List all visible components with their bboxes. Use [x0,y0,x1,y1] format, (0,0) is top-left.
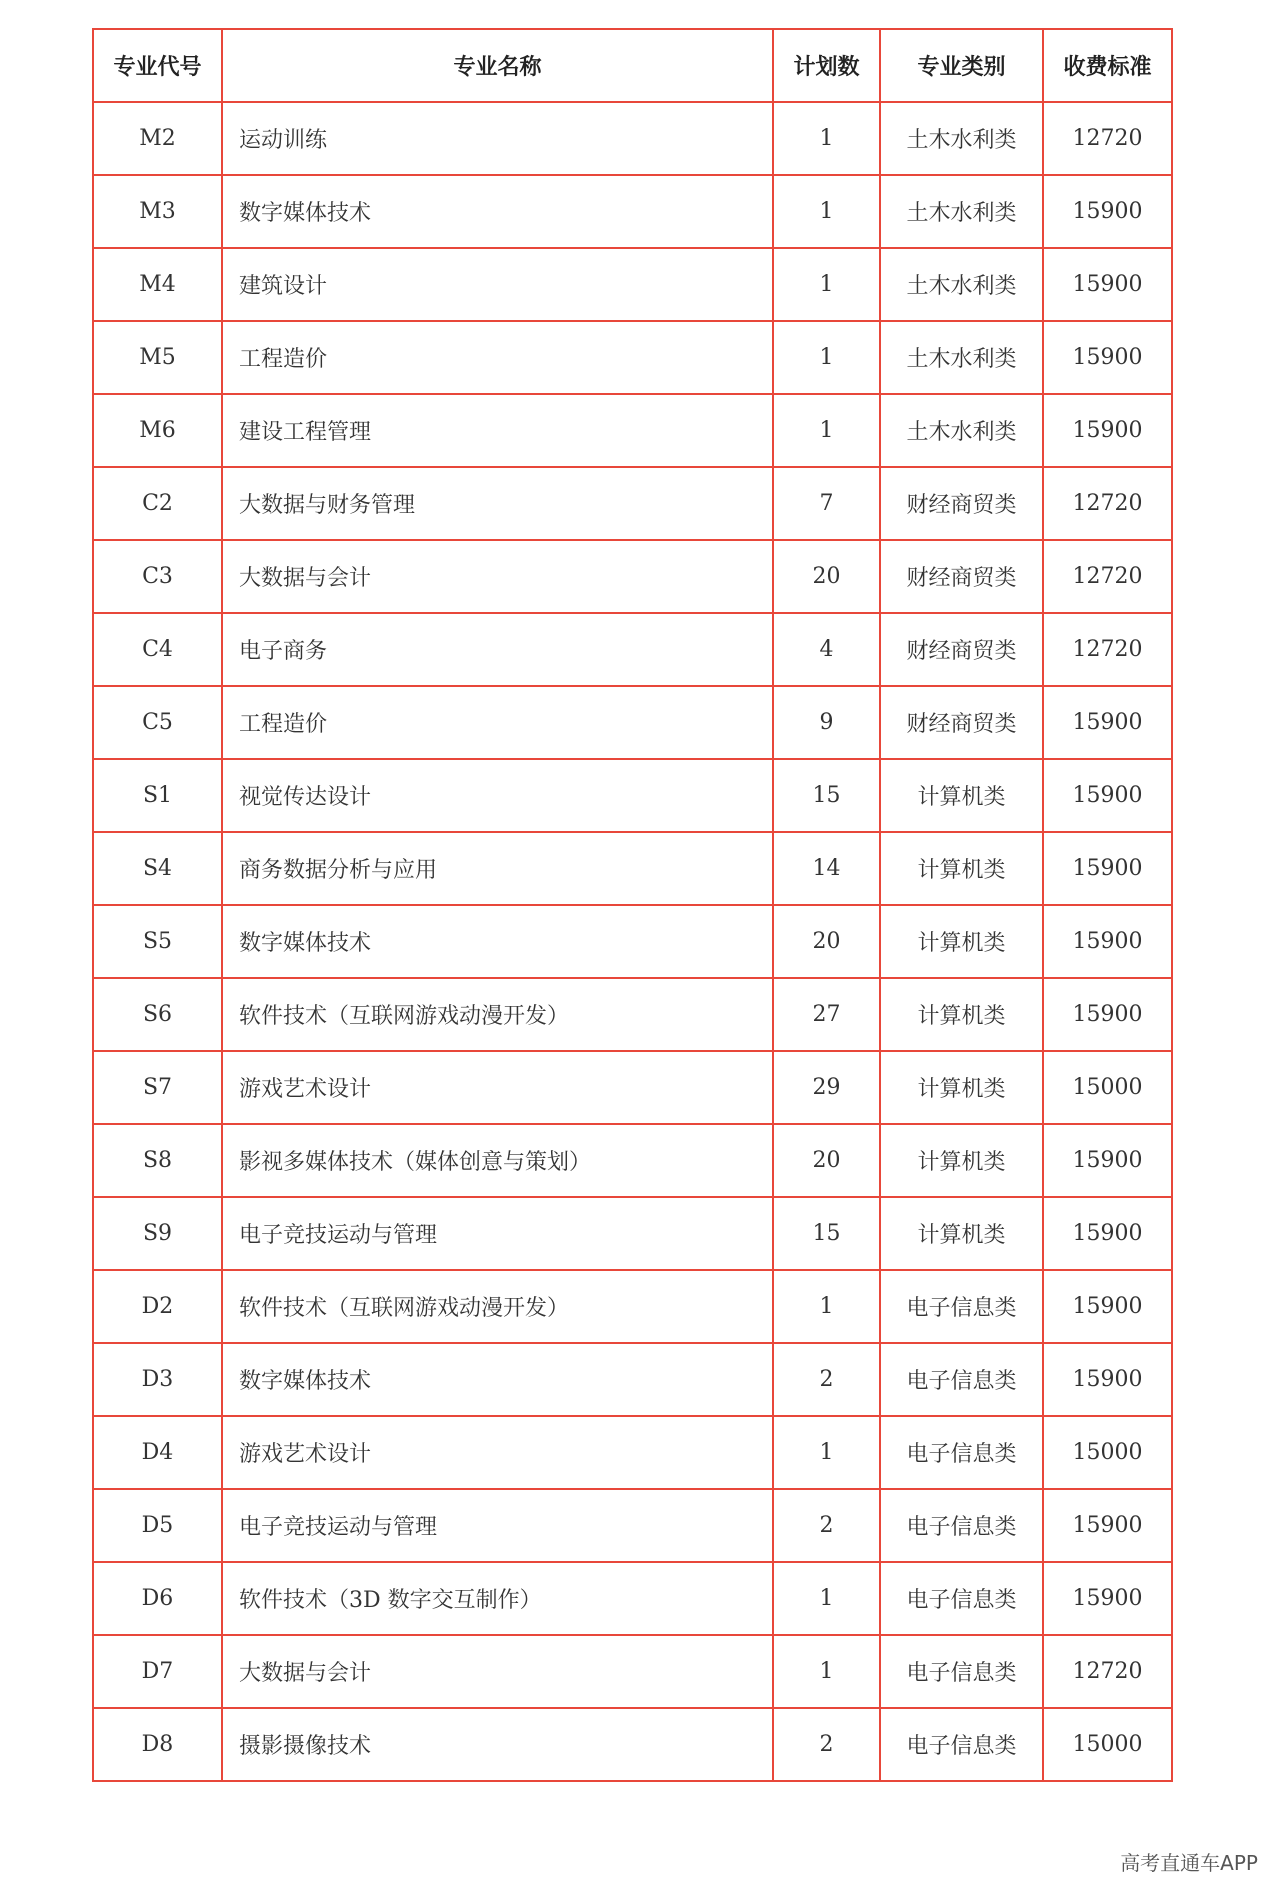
cell-major-name: 电子竞技运动与管理 [222,1197,773,1270]
cell-fee-standard: 15900 [1043,1343,1172,1416]
cell-major-name: 游戏艺术设计 [222,1051,773,1124]
cell-plan-count: 1 [773,248,880,321]
cell-major-category: 电子信息类 [880,1489,1043,1562]
cell-major-code: C5 [93,686,222,759]
cell-major-category: 计算机类 [880,1124,1043,1197]
cell-major-name: 大数据与会计 [222,1635,773,1708]
cell-major-code: D3 [93,1343,222,1416]
cell-major-category: 计算机类 [880,905,1043,978]
cell-major-code: M4 [93,248,222,321]
cell-major-name: 软件技术（互联网游戏动漫开发） [222,978,773,1051]
cell-major-name: 大数据与会计 [222,540,773,613]
cell-major-category: 电子信息类 [880,1343,1043,1416]
cell-major-category: 计算机类 [880,832,1043,905]
table-row [93,1708,1172,1781]
cell-major-name: 数字媒体技术 [222,175,773,248]
cell-plan-count: 4 [773,613,880,686]
table-row [93,1416,1172,1489]
table-row [93,1562,1172,1635]
cell-fee-standard: 15900 [1043,1489,1172,1562]
cell-fee-standard: 15900 [1043,832,1172,905]
cell-major-category: 土木水利类 [880,248,1043,321]
cell-major-category: 计算机类 [880,1197,1043,1270]
cell-fee-standard: 15000 [1043,1416,1172,1489]
cell-plan-count: 2 [773,1708,880,1781]
table-row [93,832,1172,905]
cell-major-name: 影视多媒体技术（媒体创意与策划） [222,1124,773,1197]
cell-plan-count: 1 [773,394,880,467]
cell-major-name: 游戏艺术设计 [222,1416,773,1489]
cell-major-category: 土木水利类 [880,102,1043,175]
cell-major-category: 电子信息类 [880,1416,1043,1489]
cell-major-code: D6 [93,1562,222,1635]
cell-major-name: 建设工程管理 [222,394,773,467]
header-major-code: 专业代号 [93,29,222,102]
table-row [93,759,1172,832]
table-row [93,1124,1172,1197]
cell-plan-count: 14 [773,832,880,905]
cell-fee-standard: 12720 [1043,540,1172,613]
cell-major-code: M5 [93,321,222,394]
table-row [93,394,1172,467]
table-row [93,248,1172,321]
cell-major-name: 数字媒体技术 [222,905,773,978]
cell-major-code: D2 [93,1270,222,1343]
cell-plan-count: 2 [773,1343,880,1416]
cell-fee-standard: 15900 [1043,248,1172,321]
admission-plan-table [92,28,1173,1782]
table-row [93,540,1172,613]
cell-fee-standard: 15900 [1043,394,1172,467]
cell-major-code: C4 [93,613,222,686]
table-row [93,1051,1172,1124]
cell-plan-count: 20 [773,905,880,978]
cell-major-name: 视觉传达设计 [222,759,773,832]
table-row [93,1489,1172,1562]
cell-major-name: 建筑设计 [222,248,773,321]
table-body [93,102,1172,1781]
cell-fee-standard: 15900 [1043,1124,1172,1197]
cell-plan-count: 1 [773,1562,880,1635]
cell-major-category: 电子信息类 [880,1562,1043,1635]
cell-plan-count: 29 [773,1051,880,1124]
cell-plan-count: 1 [773,321,880,394]
cell-major-category: 财经商贸类 [880,540,1043,613]
watermark-text: 高考直通车APP [1120,1851,1258,1875]
cell-major-code: D5 [93,1489,222,1562]
cell-fee-standard: 15900 [1043,175,1172,248]
header-major-name: 专业名称 [222,29,773,102]
header-major-category: 专业类别 [880,29,1043,102]
cell-fee-standard: 15900 [1043,978,1172,1051]
table-row [93,1270,1172,1343]
cell-major-category: 财经商贸类 [880,613,1043,686]
cell-fee-standard: 15900 [1043,1270,1172,1343]
cell-major-category: 电子信息类 [880,1708,1043,1781]
table-row [93,686,1172,759]
header-plan-count: 计划数 [773,29,880,102]
cell-major-name: 工程造价 [222,321,773,394]
table-row [93,1197,1172,1270]
cell-plan-count: 15 [773,759,880,832]
cell-fee-standard: 15900 [1043,1197,1172,1270]
table-row [93,905,1172,978]
cell-fee-standard: 12720 [1043,1635,1172,1708]
cell-major-category: 计算机类 [880,759,1043,832]
admission-plan-table-container [92,28,1171,1782]
table-row [93,1635,1172,1708]
cell-major-name: 商务数据分析与应用 [222,832,773,905]
cell-plan-count: 1 [773,1270,880,1343]
cell-major-name: 电子商务 [222,613,773,686]
cell-plan-count: 9 [773,686,880,759]
table-row [93,175,1172,248]
cell-major-name: 软件技术（3D 数字交互制作） [222,1562,773,1635]
cell-plan-count: 20 [773,1124,880,1197]
cell-major-code: S4 [93,832,222,905]
cell-plan-count: 15 [773,1197,880,1270]
cell-fee-standard: 15900 [1043,686,1172,759]
cell-major-category: 土木水利类 [880,175,1043,248]
cell-major-name: 摄影摄像技术 [222,1708,773,1781]
cell-major-name: 软件技术（互联网游戏动漫开发） [222,1270,773,1343]
cell-major-code: S7 [93,1051,222,1124]
cell-fee-standard: 15000 [1043,1708,1172,1781]
cell-fee-standard: 15900 [1043,759,1172,832]
cell-plan-count: 1 [773,175,880,248]
table-row [93,467,1172,540]
table-header [93,29,1172,102]
cell-fee-standard: 15900 [1043,905,1172,978]
table-row [93,1343,1172,1416]
cell-fee-standard: 12720 [1043,102,1172,175]
cell-plan-count: 1 [773,1635,880,1708]
cell-major-code: M6 [93,394,222,467]
cell-major-code: C2 [93,467,222,540]
cell-major-code: S8 [93,1124,222,1197]
cell-plan-count: 7 [773,467,880,540]
cell-major-category: 财经商贸类 [880,686,1043,759]
table-row [93,613,1172,686]
cell-major-code: S9 [93,1197,222,1270]
table-row [93,102,1172,175]
table-row [93,978,1172,1051]
cell-fee-standard: 15000 [1043,1051,1172,1124]
cell-major-category: 土木水利类 [880,394,1043,467]
cell-major-category: 电子信息类 [880,1635,1043,1708]
cell-fee-standard: 15900 [1043,321,1172,394]
cell-major-code: M3 [93,175,222,248]
cell-major-category: 电子信息类 [880,1270,1043,1343]
cell-plan-count: 1 [773,1416,880,1489]
cell-fee-standard: 12720 [1043,467,1172,540]
cell-major-category: 计算机类 [880,978,1043,1051]
cell-plan-count: 27 [773,978,880,1051]
cell-major-code: D8 [93,1708,222,1781]
cell-major-code: D4 [93,1416,222,1489]
table-row [93,321,1172,394]
cell-plan-count: 20 [773,540,880,613]
cell-major-code: S1 [93,759,222,832]
cell-major-code: D7 [93,1635,222,1708]
cell-major-code: S6 [93,978,222,1051]
cell-major-name: 数字媒体技术 [222,1343,773,1416]
cell-major-code: M2 [93,102,222,175]
cell-major-name: 工程造价 [222,686,773,759]
cell-major-category: 土木水利类 [880,321,1043,394]
cell-fee-standard: 12720 [1043,613,1172,686]
cell-plan-count: 1 [773,102,880,175]
cell-major-code: C3 [93,540,222,613]
cell-fee-standard: 15900 [1043,1562,1172,1635]
cell-major-category: 计算机类 [880,1051,1043,1124]
header-fee-standard: 收费标准 [1043,29,1172,102]
cell-major-code: S5 [93,905,222,978]
header-row [93,29,1172,102]
cell-major-name: 运动训练 [222,102,773,175]
cell-major-name: 电子竞技运动与管理 [222,1489,773,1562]
cell-plan-count: 2 [773,1489,880,1562]
cell-major-category: 财经商贸类 [880,467,1043,540]
cell-major-name: 大数据与财务管理 [222,467,773,540]
